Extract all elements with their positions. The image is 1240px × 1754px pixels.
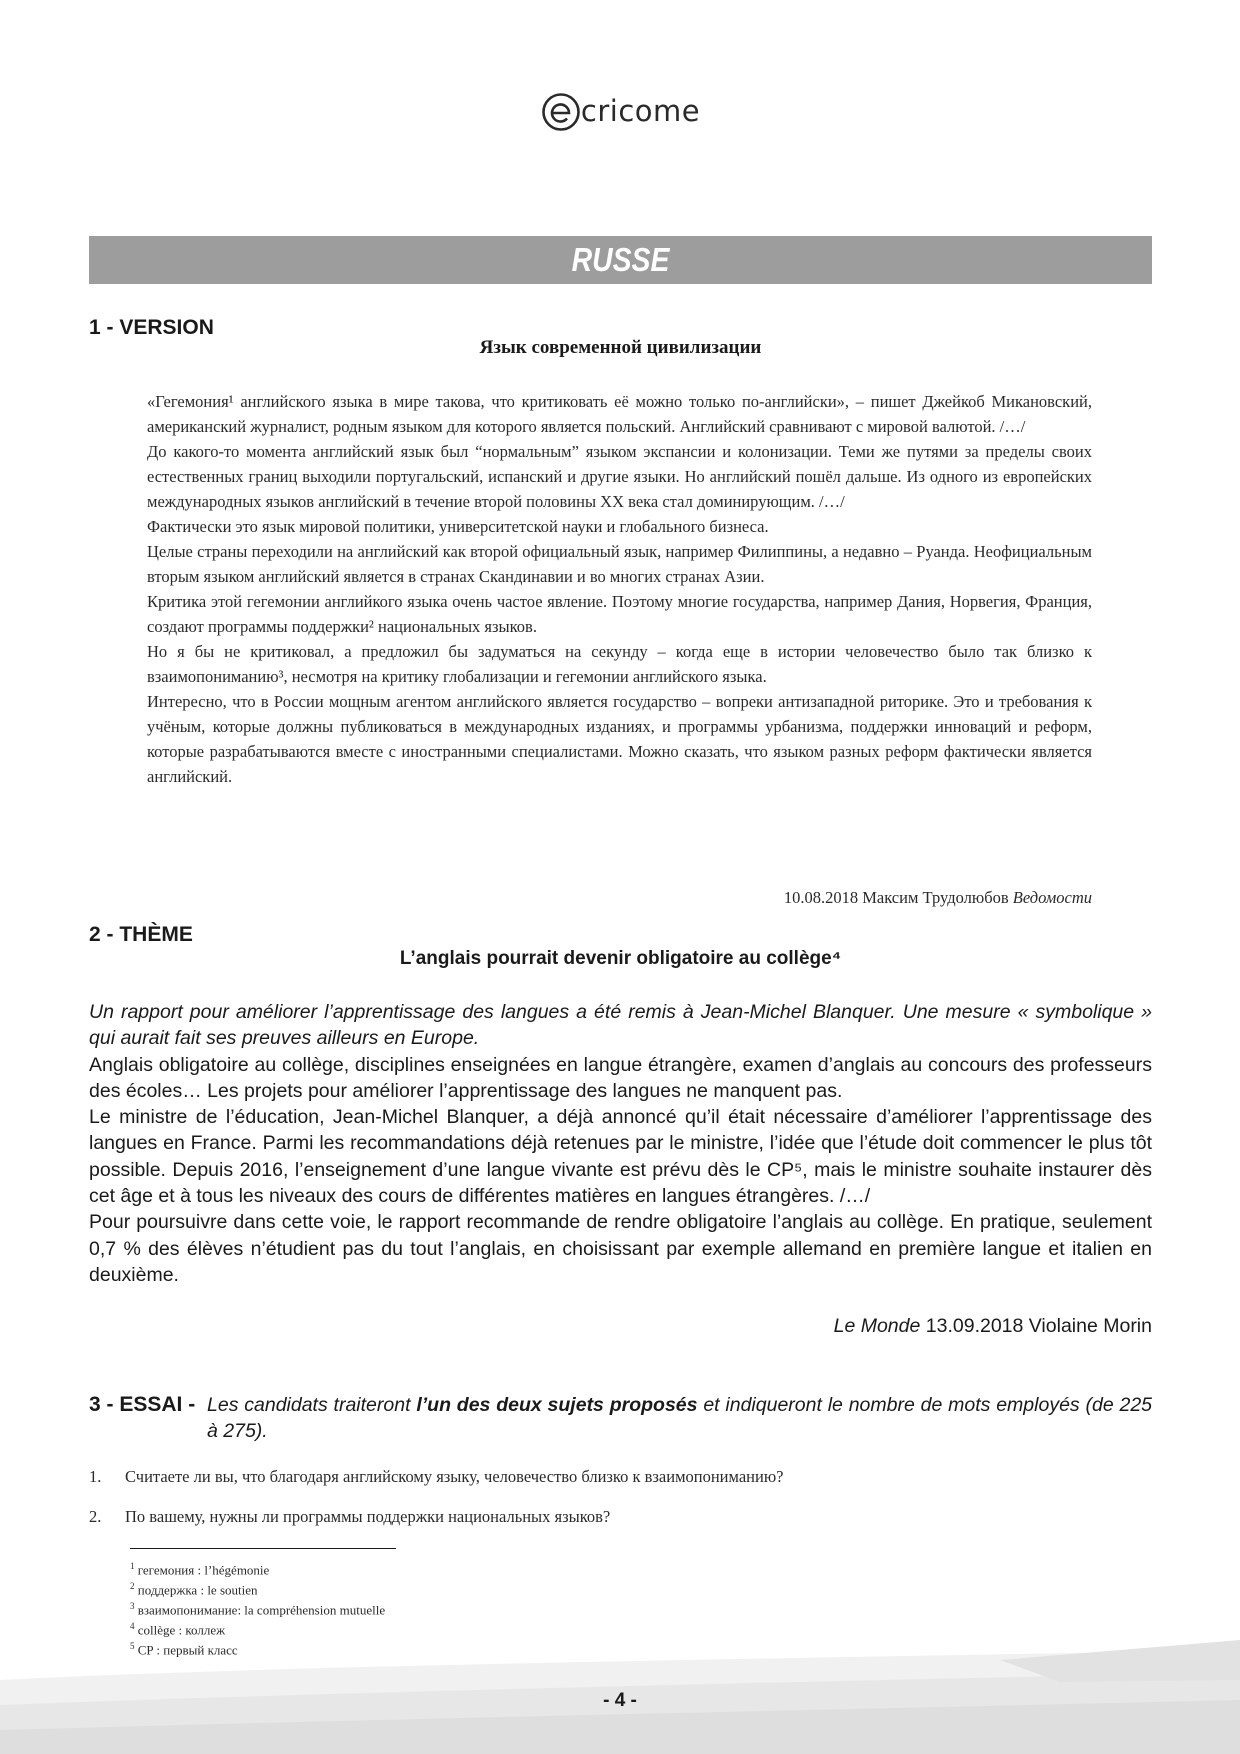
theme-title: L’anglais pourrait devenir obligatoire au collège⁴: [399, 948, 842, 969]
version-text: [147, 389, 1092, 789]
footnote-text: поддержка : le soutien: [137, 1582, 258, 1598]
footnote-divider: [130, 1548, 396, 1549]
essai-text-after: et indiqueront le nombre de mots employés (de 225 à 275).: [207, 1394, 1153, 1442]
theme-text: [89, 999, 1152, 1288]
version-paragraph: Фактически это язык мировой политики, университетской науки и глобального бизнеса.: [147, 517, 769, 536]
footnote-text: collège : коллеж: [137, 1622, 226, 1638]
question-number: 1.: [89, 1467, 102, 1486]
question-text: По вашему, нужны ли программы поддержки национальных языков?: [125, 1507, 611, 1526]
version-paragraph: Интересно, что в России мощным агентом английского является государство – вопреки антизападной риторике. Это и требования к учёным, которые должны публиковаться в международных изданиях, и программы урбанизма, поддержки инноваций и реформ, которые разрабатываются вместе с иностранными специалистами. Можно сказать, что языком разных реформ фактически является английский.: [147, 692, 1092, 786]
footnote-text: гегемония : l’hégémonie: [137, 1562, 270, 1578]
footnote-number: 5: [130, 1641, 135, 1651]
section-essai-label: 3 - ESSAI -: [89, 1393, 196, 1416]
essai-question: [89, 1467, 1152, 1487]
essai-question: [89, 1507, 1152, 1527]
theme-source-text: 13.09.2018 Violaine Morin: [925, 1315, 1152, 1337]
footnote: [130, 1581, 730, 1598]
footer-swoosh-decoration: [0, 1620, 1240, 1754]
footnote-text: взаимопонимание: la compréhension mutuelle: [137, 1602, 386, 1618]
essai-instructions: [207, 1392, 1152, 1444]
footnote-number: 3: [130, 1601, 135, 1611]
version-title: Язык современной цивилизации: [479, 337, 762, 358]
version-paragraph: Критика этой гегемонии английкого языка очень частое явление. Поэтому многие государства, например Дания, Норвегия, Франция, создают программы поддержки² национальных языков.: [147, 592, 1092, 636]
essai-text-before: Les candidats traiteront: [207, 1394, 411, 1416]
theme-source-publication: Le Monde: [833, 1315, 921, 1337]
version-source-publication: Ведомости: [1012, 888, 1092, 907]
footnote: [130, 1601, 730, 1618]
theme-paragraph: Pour poursuivre dans cette voie, le rapport recommande de rendre obligatoire l’anglais au collège. En pratique, seulement 0,7 % des élèves n’étudient pas du tout l’anglais, en choisissant par exemple allemand en première langue et italien en deuxième.: [89, 1211, 1152, 1286]
theme-intro: Un rapport pour améliorer l’apprentissage des langues a été remis à Jean-Michel Blanquer. Une mesure « symbolique » qui aurait fait ses preuves ailleurs en Europe.: [89, 1001, 1152, 1050]
question-number: 2.: [89, 1507, 102, 1526]
ecricome-logo: [0, 88, 1240, 138]
page-number: - 4 -: [603, 1690, 637, 1711]
ecricome-e-icon: [540, 88, 580, 134]
footnote-number: 4: [130, 1621, 135, 1631]
version-paragraph: «Гегемония¹ английского языка в мире такова, что критиковать её можно только по-английски», – пишет Джейкоб Микановский, американский журналист, родным языком для которого является польский. Английский сравнивают с мировой валютой. /…/: [147, 392, 1092, 436]
essai-section: [89, 1392, 1152, 1444]
version-paragraph: Но я бы не критиковал, а предложил бы задуматься на секунду – когда еще в истории человечество было так близко к взаимопониманию³, несмотря на критику глобализации и гегемонии английского языка.: [147, 642, 1092, 686]
section-theme-label: 2 - THÈME: [89, 923, 193, 946]
theme-paragraph: Le ministre de l’éducation, Jean-Michel Blanquer, a déjà annoncé qu’il était nécessaire d’améliorer l’apprentissage des langues en France. Parmi les recommandations déjà retenues par le ministre, l’idée que l’étude doit commencer le plus tôt possible. Depuis 2016, l’enseignement d’une langue vivante est prévu dès le CP⁵, mais le ministre souhaite instaurer dès cet âge et à tous les niveaux des cours de différentes matières en langues étrangères. /…/: [89, 1106, 1152, 1208]
essai-text-bold: l’un des deux sujets proposés: [416, 1394, 698, 1416]
footnote: [130, 1561, 730, 1578]
logo-text: cricome: [580, 94, 701, 128]
footnote-text: CP : первый класс: [137, 1642, 238, 1658]
version-paragraph: До какого-то момента английский язык был “нормальным” языком экспансии и колонизации. Теми же путями за пределы своих естественных границ выходили португальский, испанский и другие языки. Но английский пошёл дальше. Из одного из европейских международных языков английский в течение второй половины XX века стал доминирующим. /…/: [147, 442, 1092, 511]
version-source-text: 10.08.2018 Максим Трудолюбов: [783, 888, 1009, 907]
footnote-number: 2: [130, 1581, 135, 1591]
version-source: [147, 888, 1092, 908]
section-version-label: 1 - VERSION: [89, 316, 214, 339]
version-paragraph: Целые страны переходили на английский как второй официальный язык, например Филиппины, а недавно – Руанда. Неофициальным вторым языком английский является в странах Скандинавии и во многих странах Азии.: [147, 542, 1092, 586]
theme-paragraph: Anglais obligatoire au collège, disciplines enseignées en langue étrangère, examen d’anglais au concours des professeurs des écoles… Les projets pour améliorer l’apprentissage des langues ne manquent pas.: [89, 1053, 1152, 1102]
banner-title: RUSSE: [571, 241, 670, 278]
title-banner: [89, 236, 1152, 284]
question-text: Считаете ли вы, что благодаря английскому языку, человечество близко к взаимопониманию?: [125, 1467, 784, 1486]
theme-source: [89, 1315, 1152, 1338]
footnote-number: 1: [130, 1561, 135, 1571]
